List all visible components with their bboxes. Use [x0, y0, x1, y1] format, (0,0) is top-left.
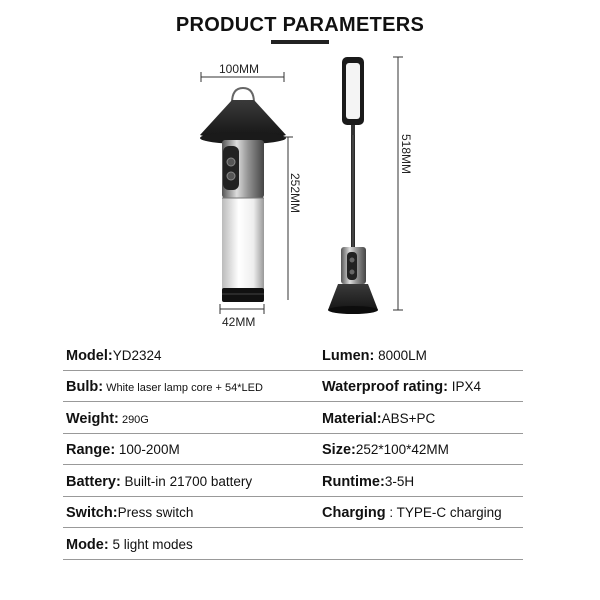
spec-value: Built-in 21700 battery	[120, 473, 253, 489]
dimension-bottom-width-label: 42MM	[222, 315, 256, 329]
spec-label: Mode:	[66, 536, 109, 553]
spec-row	[63, 465, 523, 497]
spec-label: Material:	[322, 410, 382, 427]
dimension-line-height-extended	[393, 57, 403, 310]
dimension-top-width-label: 100MM	[219, 62, 260, 76]
spec-value: 252*100*42MM	[355, 442, 449, 457]
spec-label: Model:	[66, 347, 113, 364]
spec-row	[63, 497, 523, 529]
spec-label: Battery:	[66, 473, 121, 490]
spec-label: Range:	[66, 442, 116, 458]
spec-value: 8000LM	[374, 347, 427, 363]
spec-row	[63, 434, 523, 466]
spec-label: Charging	[322, 505, 386, 521]
spec-row	[63, 339, 523, 371]
dimension-line-height-compact	[283, 137, 293, 300]
spec-label: Switch:	[66, 505, 118, 521]
spec-value: White laser lamp core + 54*LED	[103, 382, 263, 394]
spec-value: : TYPE-C charging	[385, 505, 502, 520]
spec-value: IPX4	[447, 379, 481, 394]
spec-value: YD2324	[112, 347, 162, 363]
spec-label: Size:	[322, 442, 356, 458]
spec-label: Lumen:	[322, 347, 375, 364]
spec-value: 3-5H	[384, 473, 415, 489]
lamp-compact	[200, 88, 286, 302]
spec-row	[63, 371, 523, 403]
spec-row	[63, 528, 523, 560]
spec-label: Weight:	[66, 410, 119, 427]
dimension-height-extended-label: 518MM	[399, 133, 413, 174]
spec-value: 100-200M	[115, 442, 180, 457]
spec-table	[63, 339, 523, 560]
spec-value: Press switch	[117, 505, 194, 520]
spec-label: Bulb:	[66, 379, 104, 395]
page-title: PRODUCT PARAMETERS	[175, 14, 425, 36]
spec-label: Waterproof rating:	[322, 379, 448, 395]
spec-value: 290G	[118, 413, 149, 426]
spec-value: ABS+PC	[381, 410, 436, 426]
spec-label: Runtime:	[322, 473, 385, 490]
dimension-line-bottom	[220, 304, 264, 314]
spec-row	[63, 402, 523, 434]
dimension-height-compact-label: 252MM	[288, 172, 302, 213]
lamp-extended	[328, 57, 378, 314]
spec-value: 5 light modes	[108, 536, 193, 552]
